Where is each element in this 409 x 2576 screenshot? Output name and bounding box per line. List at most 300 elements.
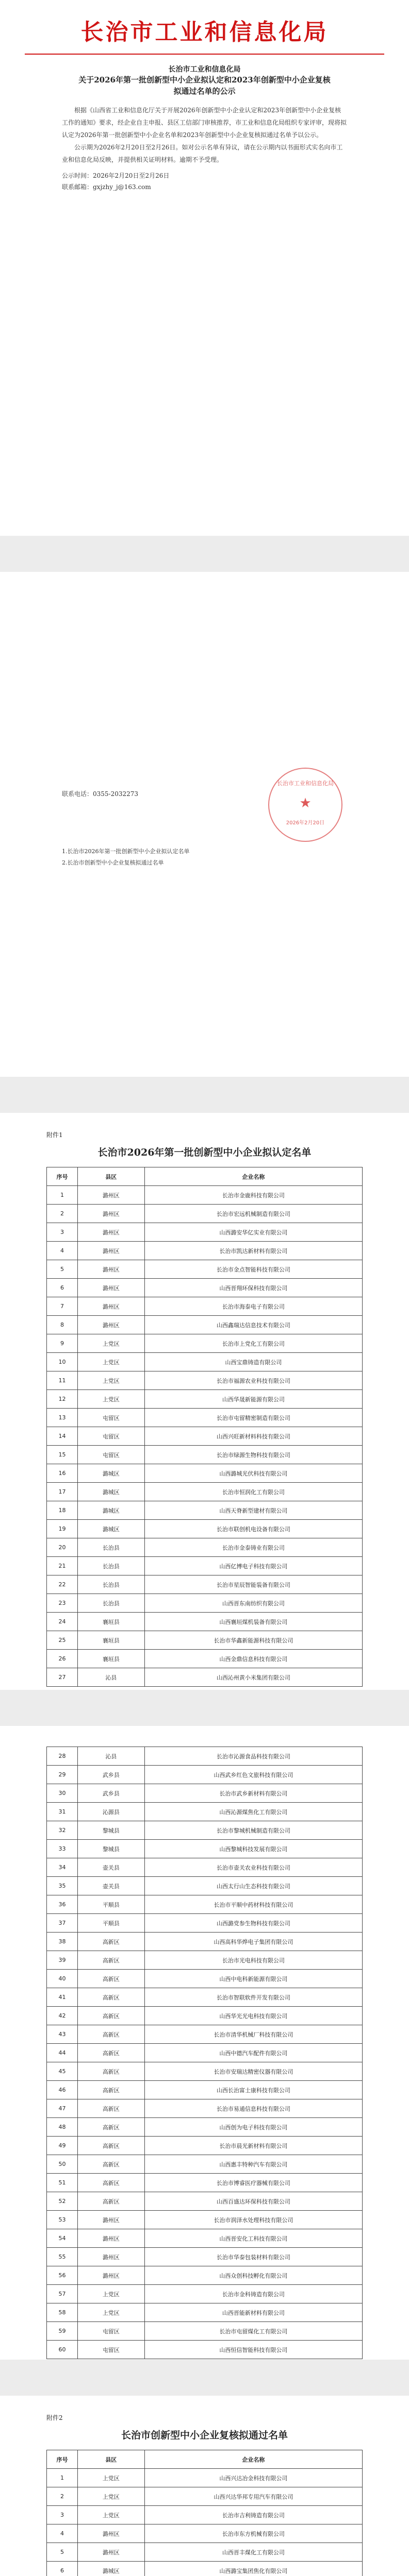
table-row <box>47 1840 363 1858</box>
table-row <box>47 2007 363 2025</box>
row-company: 长治市联创机电设备有限公司 <box>144 1520 362 1538</box>
table-row <box>47 2137 363 2155</box>
table-row <box>47 2174 363 2192</box>
row-index: 4 <box>47 1242 78 1260</box>
row-district: 屯留区 <box>77 1427 144 1446</box>
row-index: 5 <box>47 1260 78 1279</box>
row-district: 潞州区 <box>77 1223 144 1242</box>
row-district: 潞州区 <box>77 1205 144 1223</box>
row-index: 59 <box>47 2322 78 2341</box>
row-district: 上党区 <box>77 1353 144 1371</box>
table-row <box>47 1933 363 1951</box>
table-row <box>47 1390 363 1409</box>
table-row <box>47 2062 363 2081</box>
row-company: 长治市博睿医疗器械有限公司 <box>144 2174 362 2192</box>
row-index: 33 <box>47 1840 78 1858</box>
row-index: 30 <box>47 1784 78 1803</box>
col-header-index: 序号 <box>47 1167 78 1186</box>
row-company: 山西晋翔环保科技有限公司 <box>144 1279 362 1297</box>
notice-paragraph: 根据《山西省工业和信息化厅关于开展2026年创新型中小企业认定和2023年创新型中小企业复核工作的通知》要求，经企业自主申报、县区工信部门审核推荐，市工业和信息化局组织专家评审，现将拟认定为2026年第一批创新型中小企业名单和2023年创新型中小企业复核拟通过名单予以公示。 <box>62 107 347 139</box>
row-index: 26 <box>47 1650 78 1668</box>
table-row <box>47 2266 363 2285</box>
row-company: 山西潞宝集团焦化有限公司 <box>144 2562 362 2576</box>
row-district: 潞城区 <box>77 1520 144 1538</box>
row-district: 上党区 <box>77 2303 144 2322</box>
table-row <box>47 2118 363 2137</box>
row-district: 武乡县 <box>77 1784 144 1803</box>
row-district: 潞州区 <box>77 1242 144 1260</box>
table-row <box>47 2562 363 2576</box>
row-index: 22 <box>47 1575 78 1594</box>
table-row <box>47 2192 363 2211</box>
row-index: 60 <box>47 2341 78 2359</box>
row-index: 48 <box>47 2118 78 2137</box>
table-row <box>47 1557 363 1575</box>
row-company: 山西众创科技孵化有限公司 <box>144 2266 362 2285</box>
row-district: 潞州区 <box>77 1279 144 1297</box>
row-index: 29 <box>47 1766 78 1784</box>
row-index: 19 <box>47 1520 78 1538</box>
row-district: 高新区 <box>77 2062 144 2081</box>
row-district: 高新区 <box>77 2118 144 2137</box>
row-company: 长治市上党化工有限公司 <box>144 1334 362 1353</box>
table-row <box>47 2025 363 2044</box>
row-index: 57 <box>47 2285 78 2303</box>
row-company: 长治市光电科技有限公司 <box>144 1951 362 1970</box>
row-district: 潞州区 <box>77 2248 144 2266</box>
table-row <box>47 2211 363 2229</box>
row-company: 山西沁源煤焦化工有限公司 <box>144 1803 362 1821</box>
row-company: 长治市黎城机械制造有限公司 <box>144 1821 362 1840</box>
table-row <box>47 1784 363 1803</box>
row-district: 上党区 <box>77 1334 144 1353</box>
row-district: 沁县 <box>77 1668 144 1687</box>
row-company: 长治市绿源生物科技有限公司 <box>144 1446 362 1464</box>
row-district: 上党区 <box>77 2469 144 2487</box>
seal-date: 2026年2月20日 <box>286 820 325 826</box>
row-district: 平顺县 <box>77 1914 144 1933</box>
notice-page <box>0 0 409 536</box>
row-company: 长治市易通信息科技有限公司 <box>144 2099 362 2118</box>
row-index: 8 <box>47 1316 78 1334</box>
official-seal <box>268 768 342 842</box>
row-district: 高新区 <box>77 2025 144 2044</box>
row-district: 屯留区 <box>77 1446 144 1464</box>
col-header-company: 企业名称 <box>144 1167 362 1186</box>
row-district: 高新区 <box>77 2137 144 2155</box>
row-company: 山西晋能新材料有限公司 <box>144 2303 362 2322</box>
table-row <box>47 2487 363 2506</box>
table-row <box>47 1858 363 1877</box>
row-company: 长治市宏远机械制造有限公司 <box>144 1205 362 1223</box>
row-company: 长治市武乡新材料有限公司 <box>144 1784 362 1803</box>
row-index: 15 <box>47 1446 78 1464</box>
notice-period: 公示时间：2026年2月20日至2月26日 <box>62 172 170 179</box>
row-index: 1 <box>47 2469 78 2487</box>
row-company: 长治市凯达新材料有限公司 <box>144 1242 362 1260</box>
row-company: 长治市智联软件开发有限公司 <box>144 1988 362 2007</box>
table-row <box>47 1427 363 1446</box>
row-company: 长治市恒润化工有限公司 <box>144 1483 362 1501</box>
row-index: 56 <box>47 2266 78 2285</box>
page-gap <box>0 1077 409 1113</box>
row-district: 武乡县 <box>77 1766 144 1784</box>
row-index: 27 <box>47 1668 78 1687</box>
row-district: 上党区 <box>77 2506 144 2524</box>
row-index: 7 <box>47 1297 78 1316</box>
row-company: 长治市海泰电子有限公司 <box>144 1297 362 1316</box>
row-company: 山西黎城科技发展有限公司 <box>144 1840 362 1858</box>
table-row <box>47 1205 363 1223</box>
row-index: 1 <box>47 1186 78 1205</box>
row-company: 山西亿博电子科技有限公司 <box>144 1557 362 1575</box>
row-company: 长治市华鑫新能源科技有限公司 <box>144 1631 362 1650</box>
row-company: 长治市沁源食品科技有限公司 <box>144 1747 362 1766</box>
row-company: 山西中电科新能源有限公司 <box>144 1970 362 1988</box>
annex-label: 附件2 <box>46 2414 63 2421</box>
row-index: 17 <box>47 1483 78 1501</box>
row-company: 山西沁州黄小米集团有限公司 <box>144 1668 362 1687</box>
annex-title: 长治市2026年第一批创新型中小企业拟认定名单 <box>97 1147 312 1158</box>
row-index: 6 <box>47 2562 78 2576</box>
table-row <box>47 1747 363 1766</box>
table-row <box>47 1766 363 1784</box>
row-district: 襄垣县 <box>77 1613 144 1631</box>
row-index: 18 <box>47 1501 78 1520</box>
table-row <box>47 2506 363 2524</box>
table-row <box>47 1353 363 1371</box>
row-index: 20 <box>47 1538 78 1557</box>
row-company: 山西潞城光伏科技有限公司 <box>144 1464 362 1483</box>
table-row <box>47 1501 363 1520</box>
star-icon: ★ <box>299 795 312 811</box>
row-index: 43 <box>47 2025 78 2044</box>
row-company: 山西华光光电科技有限公司 <box>144 2007 362 2025</box>
row-district: 黎城县 <box>77 1840 144 1858</box>
row-district: 襄垣县 <box>77 1631 144 1650</box>
table-row <box>47 1538 363 1557</box>
row-index: 3 <box>47 1223 78 1242</box>
issuer: 长治市工业和信息化局 <box>168 65 241 74</box>
row-index: 58 <box>47 2303 78 2322</box>
table-row <box>47 2248 363 2266</box>
row-district: 长治县 <box>77 1575 144 1594</box>
row-company: 山西鑫瑞达信息技术有限公司 <box>144 1316 362 1334</box>
annex-label: 附件1 <box>46 1131 63 1139</box>
row-index: 6 <box>47 1279 78 1297</box>
table-row <box>47 1409 363 1427</box>
row-company: 山西潞安华亿实业有限公司 <box>144 1223 362 1242</box>
row-index: 34 <box>47 1858 78 1877</box>
row-company: 长治市星辰智能装备有限公司 <box>144 1575 362 1594</box>
table-row <box>47 1613 363 1631</box>
row-index: 28 <box>47 1747 78 1766</box>
notice-paragraph: 公示期为2026年2月20日至2月26日。如对公示名单有异议，请在公示期内以书面形式实名向市工业和信息化局反映，并提供相关证明材料。逾期不予受理。 <box>62 144 343 163</box>
row-company: 长治市屯留煤化工有限公司 <box>144 2322 362 2341</box>
row-district: 潞城区 <box>77 1483 144 1501</box>
row-index: 40 <box>47 1970 78 1988</box>
table-row <box>47 1297 363 1316</box>
notice-email: 联系邮箱：gxjzhy_j@163.com <box>62 183 151 191</box>
row-index: 49 <box>47 2137 78 2155</box>
table-row <box>47 1914 363 1933</box>
row-index: 46 <box>47 2081 78 2099</box>
table-row <box>47 1575 363 1594</box>
row-district: 潞州区 <box>77 2266 144 2285</box>
table-row <box>47 1186 363 1205</box>
row-index: 42 <box>47 2007 78 2025</box>
contact-phone: 联系电话：0355-2032273 <box>62 790 139 798</box>
table-row <box>47 1371 363 1390</box>
annex1-page-1 <box>0 1113 409 1690</box>
row-company: 长治市晨光新材料有限公司 <box>144 2137 362 2155</box>
table-row <box>47 1631 363 1650</box>
row-index: 52 <box>47 2192 78 2211</box>
table-row <box>47 1242 363 1260</box>
row-company: 长治市金科铸造有限公司 <box>144 2285 362 2303</box>
row-index: 21 <box>47 1557 78 1575</box>
table-row <box>47 1951 363 1970</box>
notice-title: 关于2026年第一批创新型中小企业拟认定和2023年创新型中小企业复核拟通过名单的公示 <box>78 75 331 96</box>
row-district: 高新区 <box>77 1933 144 1951</box>
row-index: 9 <box>47 1334 78 1353</box>
row-district: 潞州区 <box>77 1186 144 1205</box>
row-district: 高新区 <box>77 2099 144 2118</box>
table-row <box>47 2081 363 2099</box>
row-district: 上党区 <box>77 2487 144 2506</box>
row-index: 50 <box>47 2155 78 2174</box>
row-index: 41 <box>47 1988 78 2007</box>
table-row <box>47 2285 363 2303</box>
row-company: 长治市安瑞达精密仪器有限公司 <box>144 2062 362 2081</box>
row-company: 长治市金鹿科技有限公司 <box>144 1186 362 1205</box>
row-district: 潞城区 <box>77 1501 144 1520</box>
row-company: 长治市清华机械厂科技有限公司 <box>144 2025 362 2044</box>
row-district: 高新区 <box>77 1970 144 1988</box>
row-index: 36 <box>47 1895 78 1914</box>
annex-title: 长治市创新型中小企业复核拟通过名单 <box>121 2430 288 2441</box>
row-district: 长治县 <box>77 1538 144 1557</box>
row-index: 4 <box>47 2524 78 2543</box>
row-index: 47 <box>47 2099 78 2118</box>
row-index: 2 <box>47 2487 78 2506</box>
row-company: 山西惠丰特种汽车有限公司 <box>144 2155 362 2174</box>
row-company: 长治市屯留精密制造有限公司 <box>144 1409 362 1427</box>
page-gap <box>0 536 409 572</box>
col-header-district: 县区 <box>77 1167 144 1186</box>
row-company: 长治市华泰包装材料有限公司 <box>144 2248 362 2266</box>
row-district: 潞州区 <box>77 2524 144 2543</box>
row-company: 山西创为电子科技有限公司 <box>144 2118 362 2137</box>
table-row <box>47 1668 363 1687</box>
table-row <box>47 1895 363 1914</box>
row-district: 潞州区 <box>77 2543 144 2562</box>
table-row <box>47 1260 363 1279</box>
row-district: 潞州区 <box>77 2211 144 2229</box>
row-index: 39 <box>47 1951 78 1970</box>
row-company: 长治市平顺中药材科技有限公司 <box>144 1895 362 1914</box>
annex2-table <box>46 2450 363 2576</box>
annex2-page-1 <box>0 2396 409 2576</box>
page-gap <box>0 1690 409 1726</box>
row-district: 潞州区 <box>77 1297 144 1316</box>
table-row <box>47 1464 363 1483</box>
row-index: 45 <box>47 2062 78 2081</box>
table-row <box>47 1821 363 1840</box>
table-row <box>47 2044 363 2062</box>
col-header-district: 县区 <box>77 2450 144 2469</box>
row-company: 山西华晟新能源有限公司 <box>144 1390 362 1409</box>
row-company: 山西兴达冶金科技有限公司 <box>144 2469 362 2487</box>
table-row <box>47 1988 363 2007</box>
row-district: 高新区 <box>77 2081 144 2099</box>
row-district: 上党区 <box>77 1371 144 1390</box>
table-row <box>47 1594 363 1613</box>
table-row <box>47 1483 363 1501</box>
row-district: 潞州区 <box>77 1316 144 1334</box>
row-index: 24 <box>47 1613 78 1631</box>
table-row <box>47 2155 363 2174</box>
table-row <box>47 1803 363 1821</box>
row-company: 山西长治富士康科技有限公司 <box>144 2081 362 2099</box>
row-district: 潞城区 <box>77 1464 144 1483</box>
row-index: 37 <box>47 1914 78 1933</box>
row-district: 潞州区 <box>77 1260 144 1279</box>
table-row <box>47 1970 363 1988</box>
row-district: 潞城区 <box>77 2562 144 2576</box>
row-company: 山西兴旺新材料科技有限公司 <box>144 1427 362 1446</box>
row-company: 长治市吉利铸造有限公司 <box>144 2506 362 2524</box>
table-row <box>47 2303 363 2322</box>
row-district: 高新区 <box>77 2155 144 2174</box>
row-district: 长治县 <box>77 1557 144 1575</box>
row-index: 55 <box>47 2248 78 2266</box>
attachment-item: 2.长治市创新型中小企业复核拟通过名单 <box>62 859 164 866</box>
row-company: 山西晋丰煤化工有限公司 <box>144 2543 362 2562</box>
row-district: 屯留区 <box>77 1409 144 1427</box>
row-district: 上党区 <box>77 2285 144 2303</box>
row-index: 31 <box>47 1803 78 1821</box>
row-index: 53 <box>47 2211 78 2229</box>
row-district: 襄垣县 <box>77 1650 144 1668</box>
seal-text: 长治市工业和信息化局 <box>277 780 334 787</box>
col-header-index: 序号 <box>47 2450 78 2469</box>
table-row <box>47 2469 363 2487</box>
row-district: 高新区 <box>77 2192 144 2211</box>
row-district: 黎城县 <box>77 1821 144 1840</box>
row-index: 5 <box>47 2543 78 2562</box>
row-index: 35 <box>47 1877 78 1895</box>
row-company: 山西武乡红色文旅科技有限公司 <box>144 1766 362 1784</box>
row-company: 长治市润泽水处理科技有限公司 <box>144 2211 362 2229</box>
annex1-page-2 <box>0 1726 409 2360</box>
row-company: 山西潞党参生物科技有限公司 <box>144 1914 362 1933</box>
row-district: 高新区 <box>77 2044 144 2062</box>
row-company: 山西百盛达环保科技有限公司 <box>144 2192 362 2211</box>
row-company: 长治市东方机械有限公司 <box>144 2524 362 2543</box>
table-row <box>47 1316 363 1334</box>
row-company: 山西晋东南纺织有限公司 <box>144 1594 362 1613</box>
row-index: 16 <box>47 1464 78 1483</box>
row-company: 长治市金点智能科技有限公司 <box>144 1260 362 1279</box>
row-index: 13 <box>47 1409 78 1427</box>
row-index: 38 <box>47 1933 78 1951</box>
row-company: 山西中德汽车配件有限公司 <box>144 2044 362 2062</box>
row-district: 高新区 <box>77 1988 144 2007</box>
row-index: 2 <box>47 1205 78 1223</box>
table-row <box>47 1223 363 1242</box>
annex1-table <box>46 1167 363 1687</box>
row-index: 3 <box>47 2506 78 2524</box>
row-district: 高新区 <box>77 2174 144 2192</box>
row-company: 山西兴达华邦专用汽车有限公司 <box>144 2487 362 2506</box>
table-row <box>47 2341 363 2359</box>
row-company: 山西晋安化工科技有限公司 <box>144 2229 362 2248</box>
row-index: 11 <box>47 1371 78 1390</box>
row-district: 壶关县 <box>77 1877 144 1895</box>
row-company: 长治市福源农业科技有限公司 <box>144 1371 362 1390</box>
table-row <box>47 2099 363 2118</box>
row-index: 14 <box>47 1427 78 1446</box>
row-company: 山西天脊新型建材有限公司 <box>144 1501 362 1520</box>
row-district: 高新区 <box>77 1951 144 1970</box>
row-company: 山西金鼎信息科技有限公司 <box>144 1650 362 1668</box>
row-district: 长治县 <box>77 1594 144 1613</box>
row-district: 屯留区 <box>77 2322 144 2341</box>
row-district: 壶关县 <box>77 1858 144 1877</box>
notice-page-2 <box>0 572 409 1077</box>
row-district: 高新区 <box>77 2007 144 2025</box>
table-row <box>47 1650 363 1668</box>
row-company: 长治市壶关农业科技有限公司 <box>144 1858 362 1877</box>
masthead-rule <box>25 54 384 55</box>
row-index: 10 <box>47 1353 78 1371</box>
row-district: 上党区 <box>77 1390 144 1409</box>
row-company: 长治市金泰铸业有限公司 <box>144 1538 362 1557</box>
row-company: 山西太行山生态科技有限公司 <box>144 1877 362 1895</box>
col-header-company: 企业名称 <box>144 2450 362 2469</box>
annex1-table-cont <box>46 1747 363 2359</box>
row-index: 32 <box>47 1821 78 1840</box>
table-row <box>47 2524 363 2543</box>
row-company: 山西宝鼎铸造有限公司 <box>144 1353 362 1371</box>
row-index: 25 <box>47 1631 78 1650</box>
row-index: 12 <box>47 1390 78 1409</box>
row-index: 51 <box>47 2174 78 2192</box>
row-company: 山西恒信智能科技有限公司 <box>144 2341 362 2359</box>
table-row <box>47 1877 363 1895</box>
table-row <box>47 1279 363 1297</box>
table-row <box>47 1520 363 1538</box>
table-row <box>47 2322 363 2341</box>
row-company: 山西襄垣煤机装备有限公司 <box>144 1613 362 1631</box>
row-district: 平顺县 <box>77 1895 144 1914</box>
table-row <box>47 1446 363 1464</box>
row-index: 44 <box>47 2044 78 2062</box>
row-company: 山西高科华烨电子集团有限公司 <box>144 1933 362 1951</box>
attachment-item: 1.长治市2026年第一批创新型中小企业拟认定名单 <box>62 848 190 855</box>
row-district: 屯留区 <box>77 2341 144 2359</box>
row-district: 沁源县 <box>77 1803 144 1821</box>
table-row <box>47 2229 363 2248</box>
masthead: 长治市工业和信息化局 <box>80 19 329 45</box>
table-row <box>47 1334 363 1353</box>
page-gap <box>0 2360 409 2396</box>
row-index: 54 <box>47 2229 78 2248</box>
row-district: 潞州区 <box>77 2229 144 2248</box>
row-district: 沁县 <box>77 1747 144 1766</box>
row-index: 23 <box>47 1594 78 1613</box>
